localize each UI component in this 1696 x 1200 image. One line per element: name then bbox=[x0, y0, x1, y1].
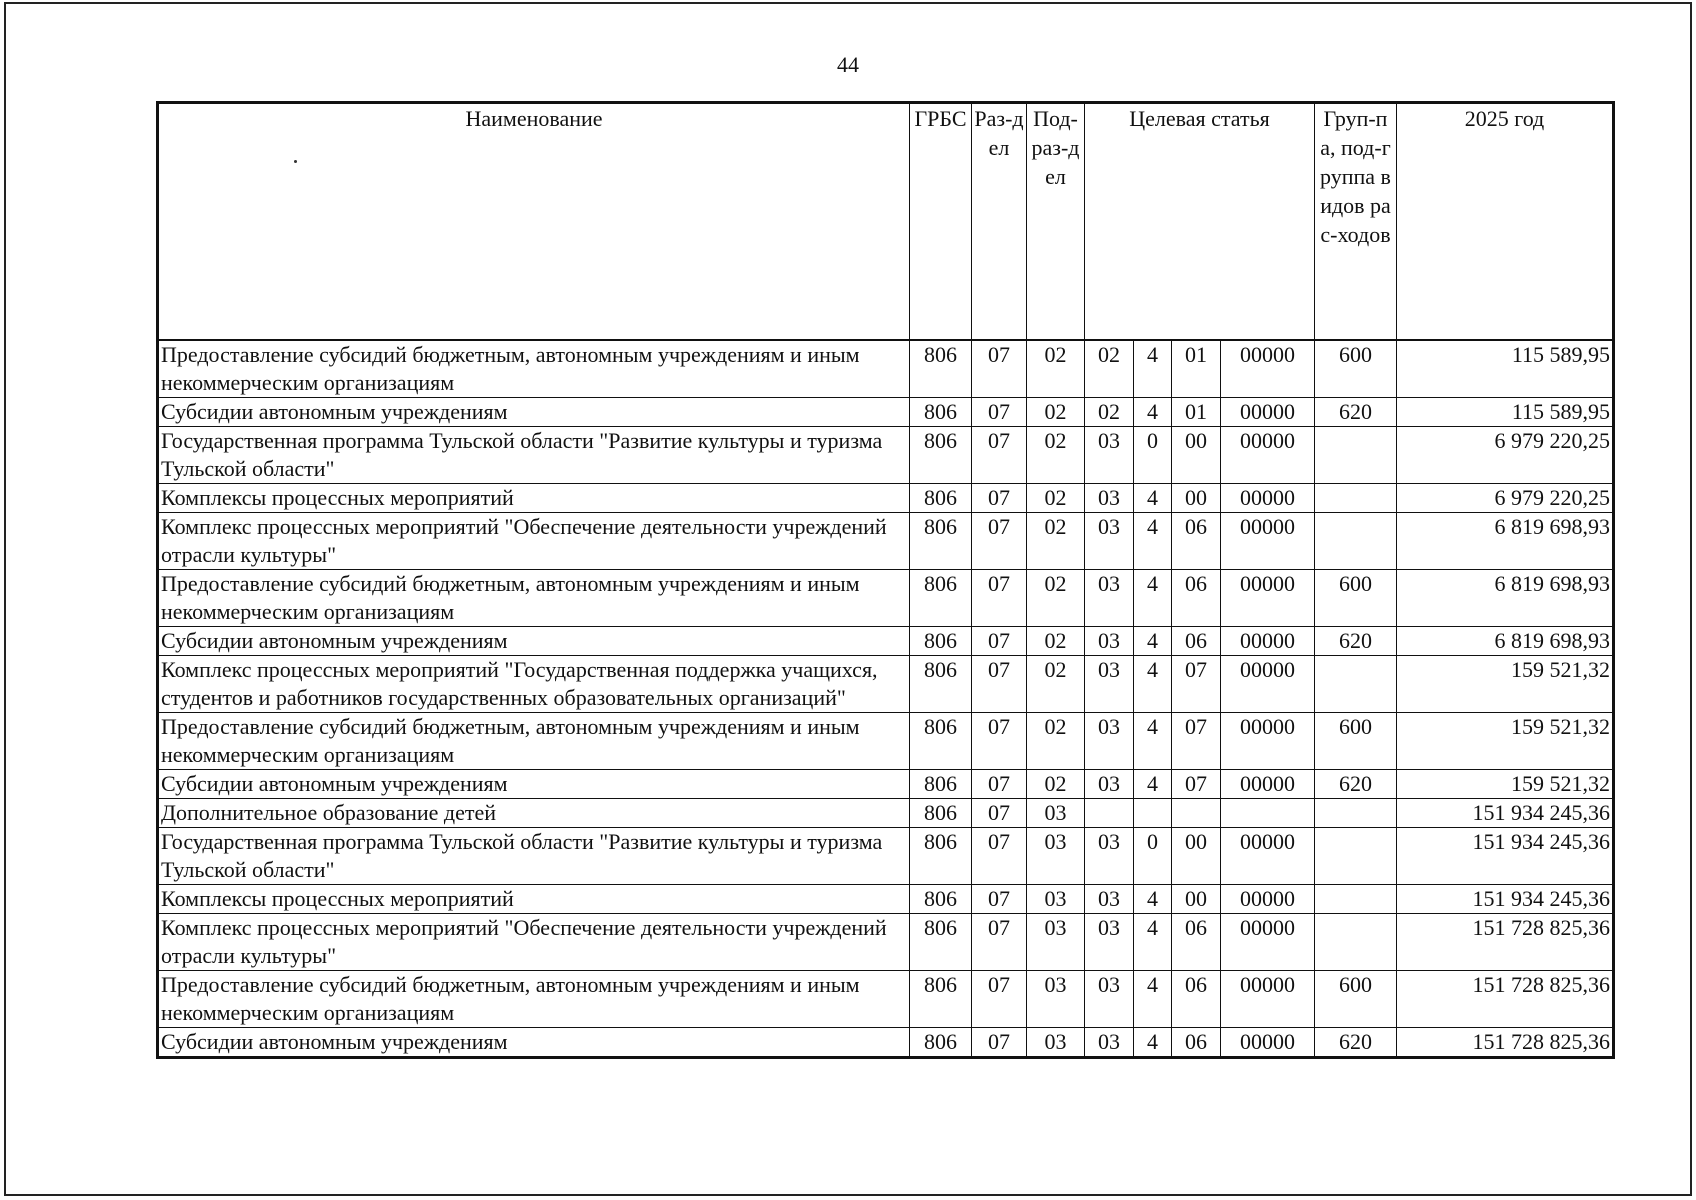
cell-target-direction: 00000 bbox=[1221, 712, 1315, 769]
cell-target-program: 03 bbox=[1085, 913, 1134, 970]
cell-grbs: 806 bbox=[910, 712, 972, 769]
cell-target-type: 4 bbox=[1134, 397, 1172, 426]
cell-expense-group: 620 bbox=[1315, 397, 1397, 426]
cell-target-structural: 06 bbox=[1172, 569, 1221, 626]
cell-expense-group bbox=[1315, 512, 1397, 569]
cell-target-direction bbox=[1221, 798, 1315, 827]
cell-target-type: 4 bbox=[1134, 712, 1172, 769]
cell-name: Государственная программа Тульской области "Развитие культуры и туризма Тульской области" bbox=[159, 827, 910, 884]
cell-podrazdel: 02 bbox=[1027, 569, 1085, 626]
table-row bbox=[159, 340, 1613, 398]
cell-amount: 6 819 698,93 bbox=[1397, 569, 1613, 626]
cell-podrazdel: 03 bbox=[1027, 1027, 1085, 1056]
cell-target-type: 4 bbox=[1134, 655, 1172, 712]
cell-razdel: 07 bbox=[972, 1027, 1027, 1056]
cell-amount: 151 728 825,36 bbox=[1397, 913, 1613, 970]
cell-name: Комплекс процессных мероприятий "Обеспечение деятельности учреждений отрасли культуры" bbox=[159, 913, 910, 970]
cell-grbs: 806 bbox=[910, 483, 972, 512]
cell-target-program: 03 bbox=[1085, 884, 1134, 913]
cell-expense-group: 620 bbox=[1315, 626, 1397, 655]
cell-target-direction: 00000 bbox=[1221, 426, 1315, 483]
cell-target-structural: 00 bbox=[1172, 426, 1221, 483]
table-row bbox=[159, 626, 1613, 655]
cell-target-type bbox=[1134, 798, 1172, 827]
cell-razdel: 07 bbox=[972, 426, 1027, 483]
table-row bbox=[159, 1027, 1613, 1056]
table-row bbox=[159, 712, 1613, 769]
cell-target-program: 03 bbox=[1085, 827, 1134, 884]
cell-target-structural: 00 bbox=[1172, 884, 1221, 913]
cell-amount: 159 521,32 bbox=[1397, 712, 1613, 769]
cell-target-direction: 00000 bbox=[1221, 397, 1315, 426]
cell-name: Государственная программа Тульской области "Развитие культуры и туризма Тульской области" bbox=[159, 426, 910, 483]
table-row bbox=[159, 913, 1613, 970]
cell-expense-group: 600 bbox=[1315, 340, 1397, 398]
cell-amount: 151 728 825,36 bbox=[1397, 1027, 1613, 1056]
cell-target-direction: 00000 bbox=[1221, 569, 1315, 626]
cell-amount: 151 934 245,36 bbox=[1397, 884, 1613, 913]
cell-name: Дополнительное образование детей bbox=[159, 798, 910, 827]
table-row bbox=[159, 884, 1613, 913]
cell-target-type: 4 bbox=[1134, 512, 1172, 569]
table-row bbox=[159, 426, 1613, 483]
cell-target-program: 03 bbox=[1085, 426, 1134, 483]
table-row bbox=[159, 655, 1613, 712]
cell-expense-group: 620 bbox=[1315, 1027, 1397, 1056]
cell-grbs: 806 bbox=[910, 512, 972, 569]
cell-target-type: 0 bbox=[1134, 426, 1172, 483]
cell-expense-group bbox=[1315, 884, 1397, 913]
cell-razdel: 07 bbox=[972, 827, 1027, 884]
cell-target-direction: 00000 bbox=[1221, 655, 1315, 712]
cell-target-structural: 07 bbox=[1172, 655, 1221, 712]
cell-grbs: 806 bbox=[910, 626, 972, 655]
cell-podrazdel: 02 bbox=[1027, 626, 1085, 655]
cell-expense-group bbox=[1315, 483, 1397, 512]
cell-expense-group: 620 bbox=[1315, 769, 1397, 798]
cell-razdel: 07 bbox=[972, 397, 1027, 426]
cell-target-structural: 01 bbox=[1172, 397, 1221, 426]
cell-expense-group: 600 bbox=[1315, 569, 1397, 626]
table-row bbox=[159, 397, 1613, 426]
cell-target-structural: 00 bbox=[1172, 827, 1221, 884]
cell-name: Комплексы процессных мероприятий bbox=[159, 483, 910, 512]
cell-podrazdel: 02 bbox=[1027, 483, 1085, 512]
cell-amount: 151 934 245,36 bbox=[1397, 798, 1613, 827]
cell-target-direction: 00000 bbox=[1221, 626, 1315, 655]
cell-podrazdel: 02 bbox=[1027, 426, 1085, 483]
cell-razdel: 07 bbox=[972, 798, 1027, 827]
table-row bbox=[159, 798, 1613, 827]
cell-target-direction: 00000 bbox=[1221, 512, 1315, 569]
cell-podrazdel: 03 bbox=[1027, 970, 1085, 1027]
cell-razdel: 07 bbox=[972, 340, 1027, 398]
cell-target-program: 03 bbox=[1085, 712, 1134, 769]
cell-target-structural: 06 bbox=[1172, 1027, 1221, 1056]
cell-name: Комплекс процессных мероприятий "Государственная поддержка учащихся, студентов и работников государственных образовательных организаций" bbox=[159, 655, 910, 712]
page-number: 44 bbox=[837, 52, 859, 77]
cell-target-structural: 06 bbox=[1172, 626, 1221, 655]
table-row bbox=[159, 512, 1613, 569]
cell-target-direction: 00000 bbox=[1221, 970, 1315, 1027]
cell-razdel: 07 bbox=[972, 712, 1027, 769]
cell-grbs: 806 bbox=[910, 426, 972, 483]
cell-grbs: 806 bbox=[910, 340, 972, 398]
cell-podrazdel: 02 bbox=[1027, 397, 1085, 426]
header-target-article: Целевая статья bbox=[1085, 104, 1315, 340]
cell-target-structural: 06 bbox=[1172, 913, 1221, 970]
cell-target-direction: 00000 bbox=[1221, 340, 1315, 398]
cell-name: Субсидии автономным учреждениям bbox=[159, 1027, 910, 1056]
table-row bbox=[159, 483, 1613, 512]
cell-name: Предоставление субсидий бюджетным, автономным учреждениям и иным некоммерческим организациям bbox=[159, 712, 910, 769]
budget-table bbox=[158, 103, 1613, 1057]
cell-target-direction: 00000 bbox=[1221, 1027, 1315, 1056]
cell-target-program: 03 bbox=[1085, 626, 1134, 655]
cell-podrazdel: 03 bbox=[1027, 798, 1085, 827]
cell-name: Предоставление субсидий бюджетным, автономным учреждениям и иным некоммерческим организациям bbox=[159, 569, 910, 626]
cell-grbs: 806 bbox=[910, 827, 972, 884]
header-year-2025: 2025 год bbox=[1397, 104, 1613, 340]
table-body bbox=[159, 340, 1613, 1057]
cell-grbs: 806 bbox=[910, 913, 972, 970]
cell-name: Комплексы процессных мероприятий bbox=[159, 884, 910, 913]
cell-amount: 159 521,32 bbox=[1397, 655, 1613, 712]
cell-target-structural: 00 bbox=[1172, 483, 1221, 512]
cell-target-type: 4 bbox=[1134, 884, 1172, 913]
cell-expense-group bbox=[1315, 655, 1397, 712]
cell-amount: 115 589,95 bbox=[1397, 397, 1613, 426]
cell-expense-group bbox=[1315, 913, 1397, 970]
cell-razdel: 07 bbox=[972, 769, 1027, 798]
cell-name: Субсидии автономным учреждениям bbox=[159, 626, 910, 655]
cell-razdel: 07 bbox=[972, 970, 1027, 1027]
cell-razdel: 07 bbox=[972, 569, 1027, 626]
cell-target-type: 4 bbox=[1134, 569, 1172, 626]
cell-podrazdel: 02 bbox=[1027, 340, 1085, 398]
table-row bbox=[159, 569, 1613, 626]
cell-amount: 6 979 220,25 bbox=[1397, 426, 1613, 483]
cell-grbs: 806 bbox=[910, 798, 972, 827]
header-expense-group: Груп-па, под-группа видов рас-ходов bbox=[1315, 104, 1397, 340]
cell-grbs: 806 bbox=[910, 655, 972, 712]
cell-target-program: 02 bbox=[1085, 340, 1134, 398]
table-row bbox=[159, 827, 1613, 884]
cell-grbs: 806 bbox=[910, 970, 972, 1027]
cell-name: Предоставление субсидий бюджетным, автономным учреждениям и иным некоммерческим организациям bbox=[159, 970, 910, 1027]
cell-target-type: 4 bbox=[1134, 769, 1172, 798]
table-row bbox=[159, 970, 1613, 1027]
cell-target-type: 4 bbox=[1134, 913, 1172, 970]
header-podrazdel: Под-раз-дел bbox=[1027, 104, 1085, 340]
cell-target-structural: 07 bbox=[1172, 712, 1221, 769]
cell-grbs: 806 bbox=[910, 1027, 972, 1056]
cell-target-program: 03 bbox=[1085, 1027, 1134, 1056]
cell-razdel: 07 bbox=[972, 913, 1027, 970]
cell-podrazdel: 03 bbox=[1027, 884, 1085, 913]
cell-target-program bbox=[1085, 798, 1134, 827]
cell-target-direction: 00000 bbox=[1221, 913, 1315, 970]
cell-razdel: 07 bbox=[972, 884, 1027, 913]
cell-target-program: 03 bbox=[1085, 970, 1134, 1027]
cell-target-type: 0 bbox=[1134, 827, 1172, 884]
cell-target-structural: 06 bbox=[1172, 512, 1221, 569]
cell-expense-group: 600 bbox=[1315, 712, 1397, 769]
cell-amount: 6 979 220,25 bbox=[1397, 483, 1613, 512]
table-row bbox=[159, 769, 1613, 798]
cell-podrazdel: 02 bbox=[1027, 512, 1085, 569]
cell-podrazdel: 03 bbox=[1027, 913, 1085, 970]
cell-grbs: 806 bbox=[910, 397, 972, 426]
cell-target-program: 03 bbox=[1085, 769, 1134, 798]
cell-name: Предоставление субсидий бюджетным, автономным учреждениям и иным некоммерческим организациям bbox=[159, 340, 910, 398]
cell-expense-group: 600 bbox=[1315, 970, 1397, 1027]
cell-podrazdel: 03 bbox=[1027, 827, 1085, 884]
cell-name: Субсидии автономным учреждениям bbox=[159, 397, 910, 426]
cell-grbs: 806 bbox=[910, 884, 972, 913]
cell-target-program: 03 bbox=[1085, 569, 1134, 626]
cell-grbs: 806 bbox=[910, 569, 972, 626]
cell-name: Субсидии автономным учреждениям bbox=[159, 769, 910, 798]
cell-podrazdel: 02 bbox=[1027, 655, 1085, 712]
cell-amount: 151 934 245,36 bbox=[1397, 827, 1613, 884]
cell-podrazdel: 02 bbox=[1027, 769, 1085, 798]
cell-target-program: 03 bbox=[1085, 655, 1134, 712]
cell-razdel: 07 bbox=[972, 483, 1027, 512]
cell-amount: 151 728 825,36 bbox=[1397, 970, 1613, 1027]
cell-target-direction: 00000 bbox=[1221, 884, 1315, 913]
cell-target-program: 03 bbox=[1085, 483, 1134, 512]
cell-target-direction: 00000 bbox=[1221, 827, 1315, 884]
cell-target-direction: 00000 bbox=[1221, 769, 1315, 798]
cell-target-direction: 00000 bbox=[1221, 483, 1315, 512]
cell-target-structural: 06 bbox=[1172, 970, 1221, 1027]
cell-name: Комплекс процессных мероприятий "Обеспечение деятельности учреждений отрасли культуры" bbox=[159, 512, 910, 569]
cell-target-type: 4 bbox=[1134, 970, 1172, 1027]
header-name: Наименование bbox=[159, 104, 910, 340]
cell-grbs: 806 bbox=[910, 769, 972, 798]
cell-podrazdel: 02 bbox=[1027, 712, 1085, 769]
cell-amount: 115 589,95 bbox=[1397, 340, 1613, 398]
header-grbs: ГРБС bbox=[910, 104, 972, 340]
cell-razdel: 07 bbox=[972, 512, 1027, 569]
cell-target-structural: 07 bbox=[1172, 769, 1221, 798]
cell-target-type: 4 bbox=[1134, 626, 1172, 655]
cell-expense-group bbox=[1315, 798, 1397, 827]
cell-amount: 6 819 698,93 bbox=[1397, 626, 1613, 655]
cell-amount: 159 521,32 bbox=[1397, 769, 1613, 798]
cell-razdel: 07 bbox=[972, 626, 1027, 655]
cell-target-structural bbox=[1172, 798, 1221, 827]
cell-target-program: 02 bbox=[1085, 397, 1134, 426]
cell-target-type: 4 bbox=[1134, 483, 1172, 512]
cell-razdel: 07 bbox=[972, 655, 1027, 712]
header-razdel: Раз-дел bbox=[972, 104, 1027, 340]
cell-amount: 6 819 698,93 bbox=[1397, 512, 1613, 569]
cell-target-type: 4 bbox=[1134, 1027, 1172, 1056]
cell-target-type: 4 bbox=[1134, 340, 1172, 398]
table-header-row bbox=[159, 104, 1613, 340]
cell-target-program: 03 bbox=[1085, 512, 1134, 569]
cell-target-structural: 01 bbox=[1172, 340, 1221, 398]
cell-expense-group bbox=[1315, 426, 1397, 483]
cell-expense-group bbox=[1315, 827, 1397, 884]
